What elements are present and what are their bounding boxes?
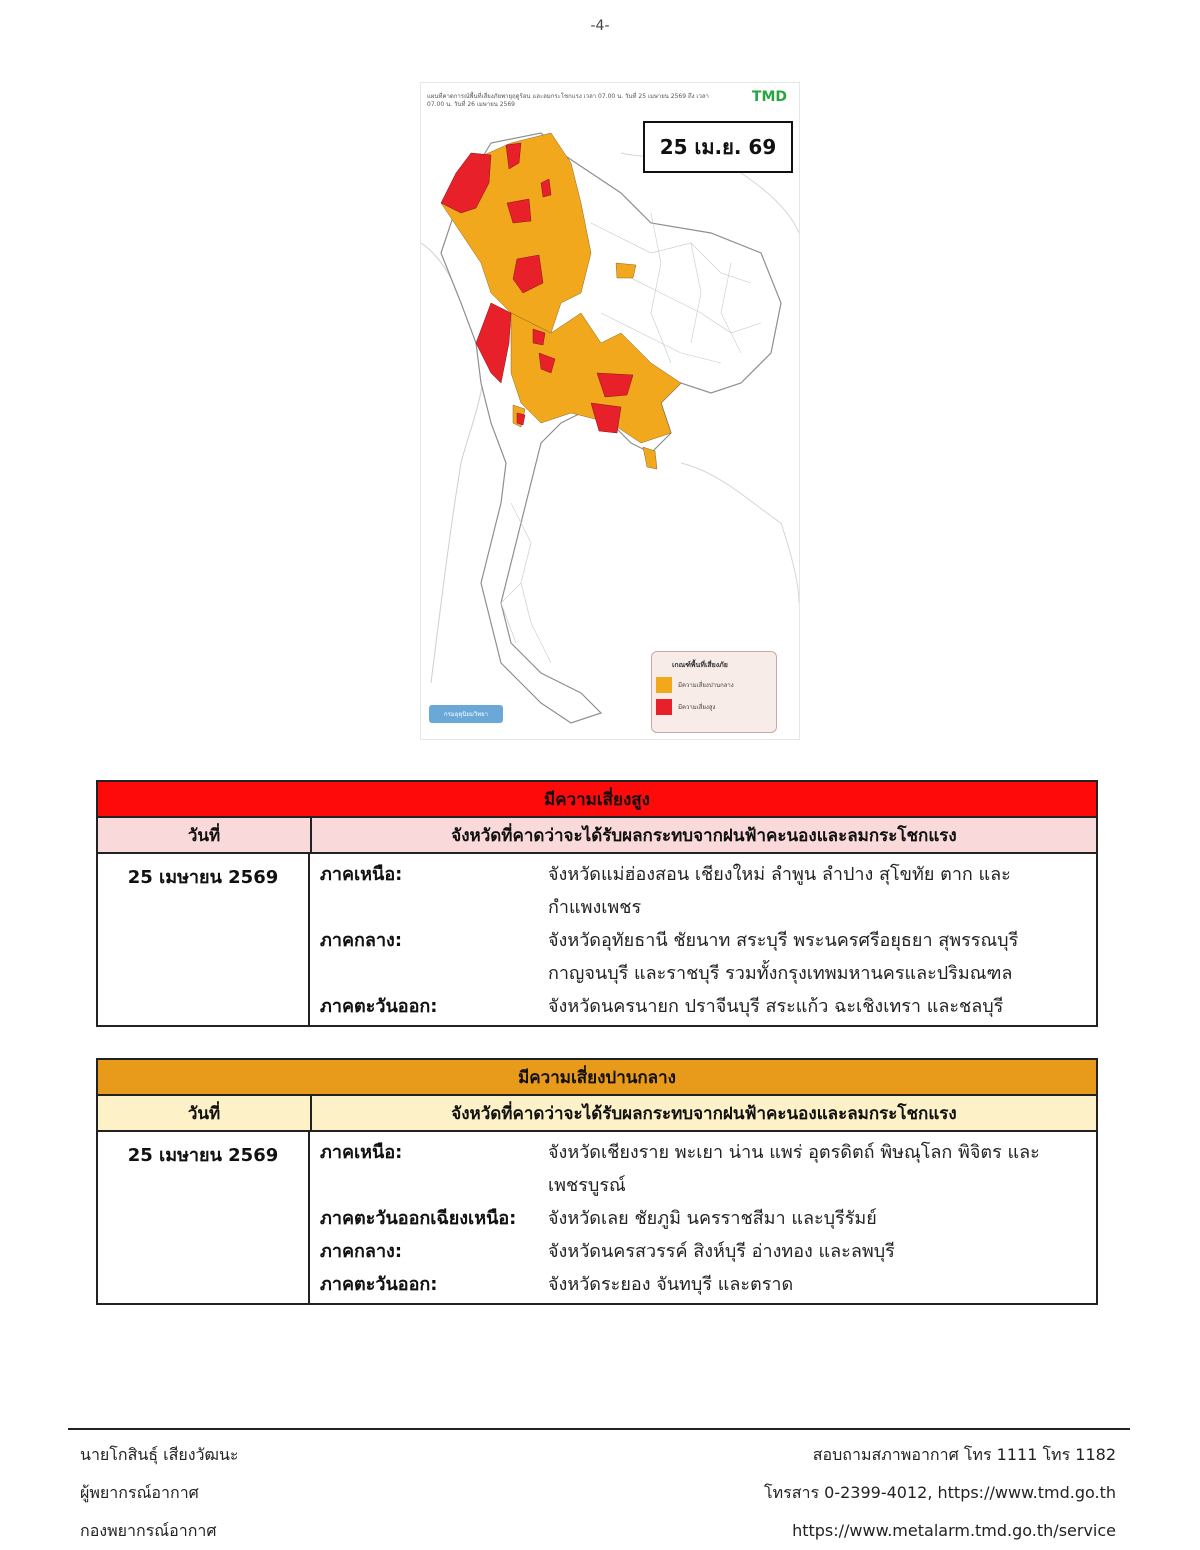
risk-map bbox=[420, 82, 800, 740]
region-label: ภาคตะวันออกเฉียงเหนือ: bbox=[320, 1208, 517, 1229]
region-label: ภาคตะวันออก: bbox=[320, 996, 438, 1017]
legend-swatch-high bbox=[656, 699, 672, 715]
medium-risk-table bbox=[96, 1058, 1098, 1305]
table-row bbox=[310, 1268, 1096, 1301]
high-risk-body bbox=[98, 854, 1096, 1025]
medium-risk-body bbox=[98, 1132, 1096, 1303]
contact-service-link[interactable]: https://www.metalarm.tmd.go.th/service bbox=[792, 1521, 1116, 1540]
forecaster-department: กองพยากรณ์อากาศ bbox=[80, 1521, 217, 1540]
medium-risk-col-date: วันที่ bbox=[98, 1096, 312, 1130]
high-risk-rows bbox=[310, 854, 1096, 1025]
tmd-logo: TMD bbox=[751, 89, 787, 105]
province-list: จังหวัดระยอง จันทบุรี และตราด bbox=[548, 1274, 794, 1295]
high-risk-title: มีความเสี่ยงสูง bbox=[98, 782, 1096, 818]
high-risk-col-date: วันที่ bbox=[98, 818, 312, 852]
legend-label-medium: มีความเสี่ยงปานกลาง bbox=[678, 682, 734, 689]
footer-contact bbox=[764, 1436, 1116, 1550]
region-label: ภาคตะวันออก: bbox=[320, 1274, 438, 1295]
page-number: -4- bbox=[590, 18, 610, 34]
medium-risk-rows bbox=[310, 1132, 1096, 1303]
region-label: ภาคกลาง: bbox=[320, 1241, 403, 1262]
contact-phone: สอบถามสภาพอากาศ โทร 1111 โทร 1182 bbox=[812, 1445, 1116, 1464]
contact-fax-website[interactable]: โทรสาร 0-2399-4012, https://www.tmd.go.th bbox=[764, 1483, 1116, 1502]
province-list: จังหวัดนครสวรรค์ สิงห์บุรี อ่างทอง และลพบุรี bbox=[548, 1241, 895, 1262]
table-row bbox=[310, 1202, 1096, 1235]
forecaster-position: ผู้พยากรณ์อากาศ bbox=[80, 1483, 199, 1502]
medium-risk-col-provinces: จังหวัดที่คาดว่าจะได้รับผลกระทบจากฝนฟ้าคะนองและลมกระโชกแรง bbox=[451, 1103, 957, 1124]
province-list: จังหวัดอุทัยธานี ชัยนาท สระบุรี พระนครศรีอยุธยา สุพรรณบุรี กาญจนบุรี และราชบุรี รวมทั้งกรุงเทพมหานครและปริมณฑล bbox=[548, 930, 1019, 984]
legend-title: เกณฑ์พื้นที่เสี่ยงภัย bbox=[672, 661, 728, 669]
footer-signatory bbox=[80, 1436, 239, 1550]
region-label: ภาคเหนือ: bbox=[320, 864, 403, 885]
map-source-badge: กรมอุตุนิยมวิทยา bbox=[429, 705, 503, 723]
footer-divider bbox=[68, 1428, 1130, 1430]
province-list: จังหวัดนครนายก ปราจีนบุรี สระแก้ว ฉะเชิงเทรา และชลบุรี bbox=[548, 996, 1004, 1017]
province-list: จังหวัดแม่ฮ่องสอน เชียงใหม่ ลำพูน ลำปาง สุโขทัย ตาก และกำแพงเพชร bbox=[548, 864, 1011, 918]
high-risk-table bbox=[96, 780, 1098, 1027]
table-row bbox=[310, 1235, 1096, 1268]
legend-row-high bbox=[656, 699, 776, 715]
legend-label-high: มีความเสี่ยงสูง bbox=[678, 704, 716, 711]
table-row bbox=[310, 924, 1096, 990]
high-risk-date: 25 เมษายน 2569 bbox=[98, 854, 310, 1025]
region-label: ภาคกลาง: bbox=[320, 930, 403, 951]
map-date-box: 25 เม.ย. 69 bbox=[643, 121, 793, 173]
table-row bbox=[310, 858, 1096, 924]
map-legend bbox=[651, 651, 777, 733]
high-risk-subheader bbox=[98, 818, 1096, 854]
province-list: จังหวัดเลย ชัยภูมิ นครราชสีมา และบุรีรัมย์ bbox=[548, 1208, 877, 1229]
forecaster-name: นายโกสินธุ์ เสียงวัฒนะ bbox=[80, 1445, 239, 1464]
province-list: จังหวัดเชียงราย พะเยา น่าน แพร่ อุตรดิตถ์ พิษณุโลก พิจิตร และเพชรบูรณ์ bbox=[548, 1142, 1040, 1196]
high-risk-col-provinces: จังหวัดที่คาดว่าจะได้รับผลกระทบจากฝนฟ้าคะนองและลมกระโชกแรง bbox=[451, 825, 957, 846]
medium-risk-subheader bbox=[98, 1096, 1096, 1132]
table-row bbox=[310, 1136, 1096, 1202]
legend-swatch-medium bbox=[656, 677, 672, 693]
thailand-map-svg bbox=[421, 83, 799, 739]
table-row bbox=[310, 990, 1096, 1023]
medium-risk-date: 25 เมษายน 2569 bbox=[98, 1132, 310, 1303]
medium-risk-title: มีความเสี่ยงปานกลาง bbox=[98, 1060, 1096, 1096]
region-label: ภาคเหนือ: bbox=[320, 1142, 403, 1163]
legend-row-medium bbox=[656, 677, 776, 693]
map-caption: แผนที่คาดการณ์พื้นที่เสี่ยงภัยพายุฤดูร้อน และลมกระโชกแรง เวลา 07.00 น. วันที่ 25 เมษายน 2569 ถึง เวลา 07.00 น. วันที่ 26 เมษายน 2569 bbox=[427, 93, 709, 108]
